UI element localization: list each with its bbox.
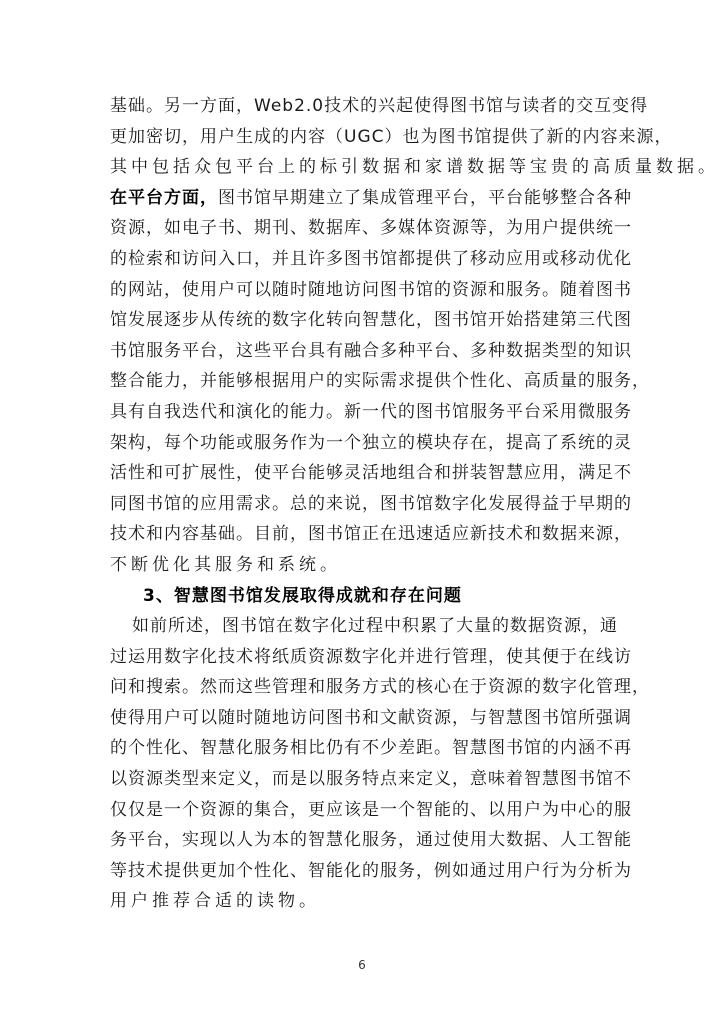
text-line: 不断优化其服务和系统。 (110, 554, 341, 575)
text-line: 书馆服务平台，这些平台具有融合多种平台、多种数据类型的知识 (110, 340, 632, 361)
text-line: 基础。另一方面，Web2.0技术的兴起使得图书馆与读者的交互变得 (110, 96, 649, 116)
text-line: 的网站，使用户可以随时随地访问图书馆的资源和服务。随着图书 (110, 279, 632, 300)
page-number: 6 (358, 958, 366, 972)
text-line: 使得用户可以随时随地访问图书和文献资源，与智慧图书馆所强调 (110, 707, 632, 728)
text-line: 仅仅是一个资源的集合，更应该是一个智能的、以用户为中心的服 (110, 799, 632, 820)
text-line: 同图书馆的应用需求。总的来说，图书馆数字化发展得益于早期的 (110, 493, 632, 514)
text-line: 以资源类型来定义，而是以服务特点来定义，意味着智慧图书馆不 (110, 769, 632, 790)
text-line: 如前所述，图书馆在数字化过程中积累了大量的数据资源，通 (132, 616, 618, 637)
text-line: 整合能力，并能够根据用户的实际需求提供个性化、高质量的服务， (110, 371, 650, 392)
text-line: 的个性化、智慧化服务相比仍有不少差距。智慧图书馆的内涵不再 (110, 738, 632, 759)
text-line: 技术和内容基础。目前，图书馆正在迅速适应新技术和数据来源， (110, 524, 632, 545)
text-line: 用户推荐合适的读物。 (110, 891, 320, 912)
section-heading: 3、智慧图书馆发展取得成就和存在问题 (143, 585, 462, 606)
text-span: 图书馆早期建立了集成管理平台，平台能够整合各种 (218, 187, 632, 208)
text-line: 馆发展逐步从传统的数字化转向智慧化，图书馆开始搭建第三代图 (110, 310, 632, 331)
text-line: 架构，每个功能或服务作为一个独立的模块存在，提高了系统的灵 (110, 432, 632, 453)
text-line (110, 183, 632, 214)
text-line: 务平台，实现以人为本的智慧化服务，通过使用大数据、人工智能 (110, 830, 632, 851)
body-text (110, 91, 719, 917)
text-line: 活性和可扩展性，使平台能够灵活地组合和拼装智慧应用，满足不 (110, 463, 632, 484)
text-line: 问和搜索。然而这些管理和服务方式的核心在于资源的数字化管理， (110, 677, 650, 698)
text-line: 资源，如电子书、期刊、数据库、多媒体资源等，为用户提供统一 (110, 218, 632, 239)
text-line: 其中包括众包平台上的标引数据和家谱数据等宝贵的高质量数据。 (110, 157, 719, 178)
text-line: 过运用数字化技术将纸质资源数字化并进行管理，使其便于在线访 (110, 646, 632, 667)
text-line: 等技术提供更加个性化、智能化的服务，例如通过用户行为分析为 (110, 860, 632, 881)
text-line: 具有自我迭代和演化的能力。新一代的图书馆服务平台采用微服务 (110, 401, 632, 422)
bold-lead: 在平台方面， (110, 187, 218, 208)
text-line: 的检索和访问入口，并且许多图书馆都提供了移动应用或移动优化 (110, 248, 632, 269)
text-line: 更加密切，用户生成的内容（UGC）也为图书馆提供了新的内容来源， (110, 126, 673, 147)
